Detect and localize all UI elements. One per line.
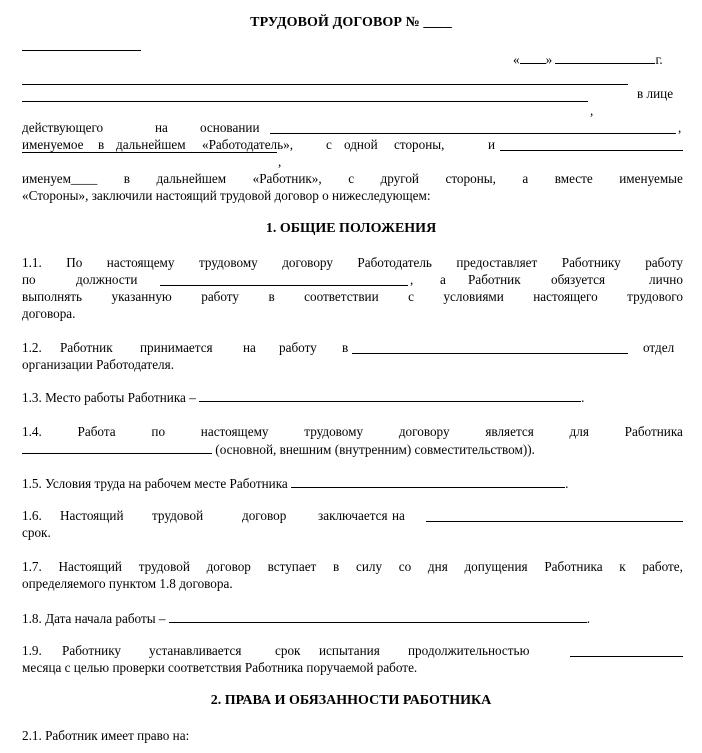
city-blank: [22, 50, 141, 51]
clause-1-7-line-2: определяемого пунктом 1.8 договора.: [22, 576, 233, 591]
department-blank: [352, 340, 628, 354]
clause-1-1-line-3: выполнять указанную работу в соответствии с условиями настоящего трудового: [22, 289, 683, 304]
term-blank: [426, 508, 683, 522]
section-2-title: 2. ПРАВА И ОБЯЗАННОСТИ РАБОТНИКА: [210, 693, 492, 708]
start-date-blank: [169, 609, 587, 623]
v-litse-text: в лице: [637, 86, 674, 101]
year-suffix: г.: [655, 52, 663, 67]
clause-1-1-line-2: по должности , а Работник обязуется лично: [22, 272, 683, 287]
employer-name-blank: [22, 84, 628, 85]
month-year-blank: [555, 50, 655, 64]
preamble-comma-1: ,: [590, 103, 594, 118]
preamble-line-basis: действующего на основании ,: [22, 120, 682, 135]
preamble-line-parties: «Стороны», заключили настоящий трудовой договор о нижеследующем:: [22, 188, 431, 203]
probation-blank: [570, 643, 683, 657]
position-blank: [160, 272, 408, 286]
date-line: [513, 50, 663, 68]
employee-name-blank: [500, 137, 683, 151]
section-1-title: 1. ОБЩИЕ ПОЛОЖЕНИЯ: [265, 221, 437, 236]
clause-1-5: 1.5. Условия труда на рабочем месте Работника .: [22, 476, 569, 491]
clause-1-2-line-2: организации Работодателя.: [22, 357, 174, 372]
clause-1-4-line-1: 1.4. Работа по настоящему трудовому договору является для Работника: [22, 424, 683, 439]
representative-blank: [22, 101, 588, 102]
clause-1-6-line-1: 1.6. Настоящий трудовой договор заключается на: [22, 507, 683, 524]
clause-1-3: 1.3. Место работы Работника – .: [22, 390, 585, 405]
preamble-line-employee: именуем____ в дальнейшем «Работник», с другой стороны, а вместе именуемые: [22, 171, 683, 186]
clause-1-2-line-1: 1.2. Работник принимается на работу в отдел: [22, 340, 675, 355]
clause-1-6-line-2: срок.: [22, 525, 51, 540]
clause-1-9-line-1: 1.9. Работнику устанавливается срок испытания продолжительностью: [22, 642, 683, 659]
employee-name-blank-2: [22, 152, 277, 153]
employment-type-blank: [22, 440, 212, 454]
date-quote-close: »: [545, 52, 553, 67]
clause-1-8: 1.8. Дата начала работы – .: [22, 611, 591, 626]
clause-1-9-line-2: месяца с целью проверки соответствия Работника поручаемой работе.: [22, 660, 418, 675]
clause-1-7-line-1: 1.7. Настоящий трудовой договор вступает в силу со дня допущения Работника к работе,: [22, 559, 683, 574]
basis-blank: [270, 120, 676, 134]
preamble-comma-3: ,: [278, 154, 282, 169]
clause-1-4-line-2: (основной, внешним (внутренним) совместительством)).: [22, 440, 535, 458]
day-blank: [520, 50, 546, 64]
clause-2-1: 2.1. Работник имеет право на:: [22, 728, 190, 743]
conditions-blank: [291, 474, 565, 488]
clause-1-1-line-1: 1.1. По настоящему трудовому договору Работодатель предоставляет Работнику работу: [22, 255, 683, 270]
preamble-line-employer: именуемое в дальнейшем «Работодатель», с одной стороны, и: [22, 136, 683, 153]
clause-1-1-line-4: договора.: [22, 306, 76, 321]
date-quote-open: «: [513, 52, 520, 67]
workplace-blank: [199, 388, 581, 402]
document-title: ТРУДОВОЙ ДОГОВОР № ____: [250, 15, 452, 30]
